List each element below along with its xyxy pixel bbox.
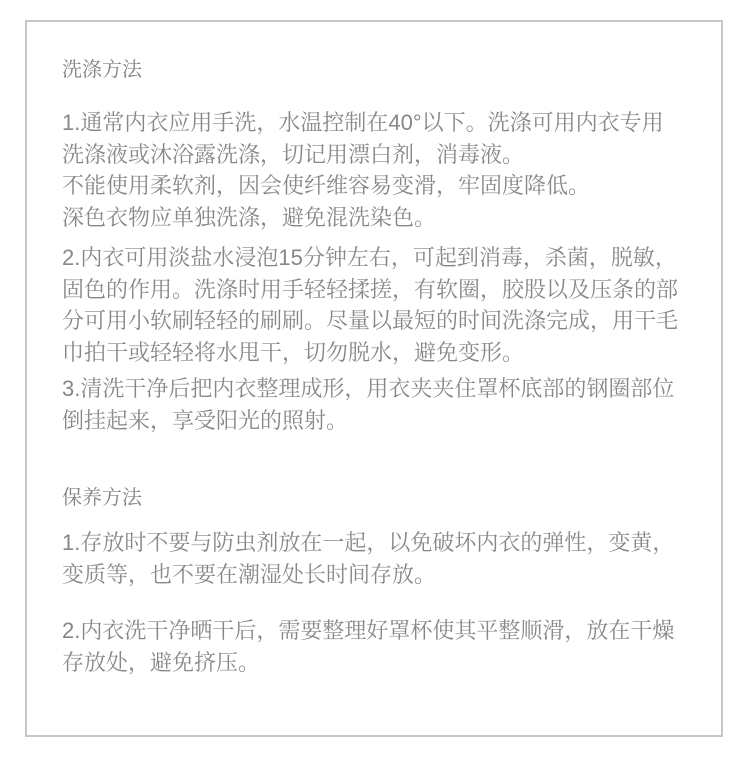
text-line: 2.内衣洗干净晒干后，需要整理好罩杯使其平整顺滑，放在干燥 xyxy=(62,618,675,643)
care-instructions-content xyxy=(27,22,721,678)
text-line: 1.通常内衣应用手洗，水温控制在40°以下。洗涤可用内衣专用 xyxy=(62,110,664,135)
text-line: 3.清洗干净后把内衣整理成形，用衣夹夹住罩杯底部的钢圈部位 xyxy=(62,376,675,401)
text-line: 不能使用柔软剂，因会使纤维容易变滑，牢固度降低。 xyxy=(62,173,591,198)
text-line: 变质等，也不要在潮湿处长时间存放。 xyxy=(62,561,437,587)
washing-step-1 xyxy=(62,107,693,233)
text-line: 2.内衣可用淡盐水浸泡15分钟左右，可起到消毒，杀菌，脱敏， xyxy=(62,245,677,270)
section-heading-washing-method: 洗涤方法 xyxy=(62,59,142,81)
text-line: 存放处，避免挤压。 xyxy=(62,649,261,675)
text-line: 固色的作用。洗涤时用手轻轻揉搓，有软圈，胶股以及压条的部 xyxy=(62,276,679,302)
text-line: 洗涤液或沐浴露洗涤，切记用漂白剂，消毒液。 xyxy=(62,141,525,167)
care-step-1 xyxy=(62,527,693,590)
text-line: 分可用小软刷轻轻的刷刷。尽量以最短的时间洗涤完成，用干毛 xyxy=(62,308,679,333)
washing-step-3 xyxy=(62,373,693,436)
washing-step-2 xyxy=(62,242,693,368)
care-instructions-panel xyxy=(25,20,723,737)
text-line: 巾拍干或轻轻将水甩干，切勿脱水，避免变形。 xyxy=(62,339,525,365)
section-heading-care-method: 保养方法 xyxy=(62,487,142,509)
text-line: 深色衣物应单独洗涤，避免混洗染色。 xyxy=(62,204,437,230)
care-step-2 xyxy=(62,615,693,678)
text-line: 倒挂起来，享受阳光的照射。 xyxy=(62,407,349,433)
text-line: 1.存放时不要与防虫剂放在一起，以免破坏内衣的弹性，变黄， xyxy=(62,530,675,555)
